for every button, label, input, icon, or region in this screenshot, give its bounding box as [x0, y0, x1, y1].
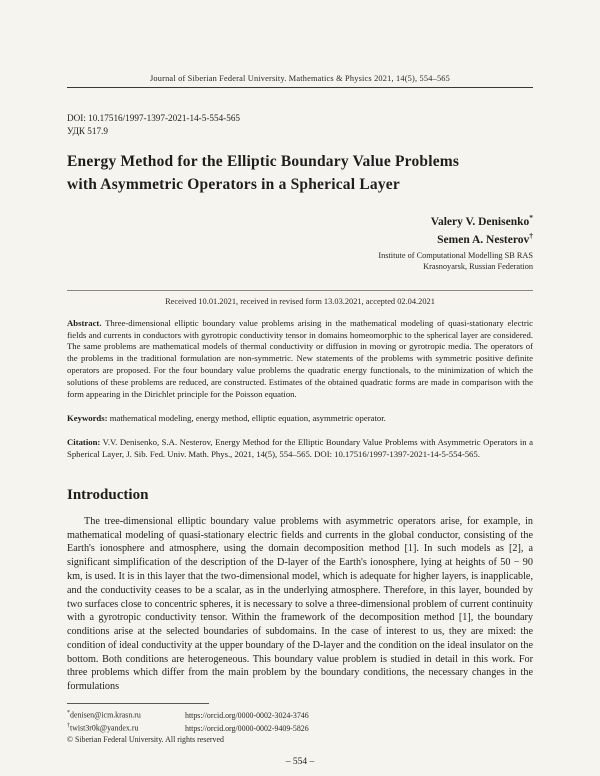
page-number: – 554 –: [285, 757, 315, 767]
abstract-paragraph: [67, 318, 533, 401]
meta-block: [67, 112, 533, 138]
paper-title-line-2: with Asymmetric Operators in a Spherical Layer: [67, 176, 400, 193]
received-line: Received 10.01.2021, received in revised form 13.03.2021, accepted 02.04.2021: [67, 290, 533, 306]
paper-title: [67, 150, 533, 196]
footnote-1-orcid-link: https://orcid.org/0000-0002-3024-3746: [185, 710, 309, 720]
header-rule: [67, 87, 533, 88]
doi-line: DOI: 10.17516/1997-1397-2021-14-5-554-565: [67, 113, 241, 123]
keywords-text: mathematical modeling, energy method, elliptic equation, asymmetric operator.: [109, 413, 386, 423]
citation-label: Citation:: [67, 436, 101, 447]
footnote-1: [67, 708, 533, 721]
footnote-2-email: [67, 721, 171, 734]
affiliation-line-1: Institute of Computational Modelling SB RAS: [378, 250, 533, 260]
author-1-name: Valery V. Denisenko: [430, 215, 530, 228]
footnote-rule: [67, 703, 209, 704]
author-block: [67, 211, 533, 247]
udk-line: УДК 517.9: [67, 126, 108, 136]
abstract-label: Abstract.: [67, 317, 102, 328]
journal-header: Journal of Siberian Federal University. Mathematics & Physics 2021, 14(5), 554–565: [150, 74, 450, 83]
keywords-label: Keywords:: [67, 413, 108, 423]
affiliation-block: [67, 250, 533, 272]
paper-title-line-1: Energy Method for the Elliptic Boundary Value Problems: [67, 153, 460, 170]
introduction-paragraph: The tree-dimensional elliptic boundary value problems with asymmetric operators arise, for example, in mathematical modeling of quasi-stationary electric fields and currents in the global conductor, consisting of the Earth's ionosphere and atmosphere, using the domain decomposition method [1]. In such models as [2], a significant simplification of the description of the D-layer of the Earth's ionosphere, lying at heights of 50 − 90 km, is used. It is in this layer that the two-dimensional model, which is adequate for higher layers, is inapplicable, and the conductivity ceases to be a scalar, as in the underlying atmosphere. Therefore, in this layer, bounded by two surfaces close to concentric spheres, it is necessary to solve a three-dimensional problem of current continuity with a gyrotropic conductivity tensor. Within the framework of the decomposition method [1], the boundary conditions arise at the selected boundaries of subdomains. In the case of interest to us, they are mixed: the condition of ideal conductivity at the upper boundary of the D-layer and the condition on the ideal insulator on the bottom. Both conditions are heterogeneous. This boundary value problem is studied in detail in this work. For three problems which differ from the main problem by the boundary conditions, the necessary changes in the formulations: [67, 515, 533, 693]
footnote-block: [67, 703, 533, 745]
footnote-1-email-text: denisen@icm.krasn.ru: [70, 710, 141, 720]
footnote-2-mark: †: [67, 723, 70, 729]
section-heading-introduction: Introduction: [67, 486, 149, 503]
footnote-2: [67, 721, 533, 734]
footnote-2-email-text: twist3r0k@yandex.ru: [70, 723, 139, 733]
footnote-1-email: [67, 708, 171, 721]
footnote-1-mark: *: [67, 710, 70, 717]
author-2-footnote-mark: †: [529, 230, 533, 240]
affiliation-line-2: Krasnoyarsk, Russian Federation: [423, 261, 533, 271]
author-1-footnote-mark: *: [529, 213, 533, 222]
citation-text: V.V. Denisenko, S.A. Nesterov, Energy Method for the Elliptic Boundary Value Problems with Asymmetric Operators in a Spherical Layer, J. Sib. Fed. Univ. Math. Phys., 2021, 14(5), 554–565. DOI: 10.17516/1997-1397-2021-14-5-554-565.: [67, 436, 533, 459]
author-2: [67, 229, 533, 247]
footnote-2-orcid-link: https://orcid.org/0000-0002-9409-5826: [185, 723, 309, 733]
abstract-text: Three-dimensional elliptic boundary value problems arising in the mathematical modeling of quasi-stationary electric fields and currents in conductors with gyrotropic conductivity tensor in domains homeomorphic to the spherical layer are considered. The same problems are mathematical models of thermal conductivity or diffusion in moving or gyrotropic media. The operators of the problems in the traditional formulation are non-symmetric. New statements of the problems with symmetric positive definite operators are proposed. For the four boundary value problems the quadratic energy functionals, to the minimization of which the solutions of these problems are reduced, are constructed. Estimates of the obtained quadratic forms are made in comparison with the form appearing in the Dirichlet principle for the Poisson equation.: [67, 317, 534, 400]
copyright-line: © Siberian Federal University. All rights reserved: [67, 734, 224, 744]
citation-paragraph: [67, 437, 533, 461]
author-1: [67, 211, 533, 229]
author-2-name: Semen A. Nesterov: [437, 233, 530, 246]
keywords-paragraph: [67, 413, 533, 425]
